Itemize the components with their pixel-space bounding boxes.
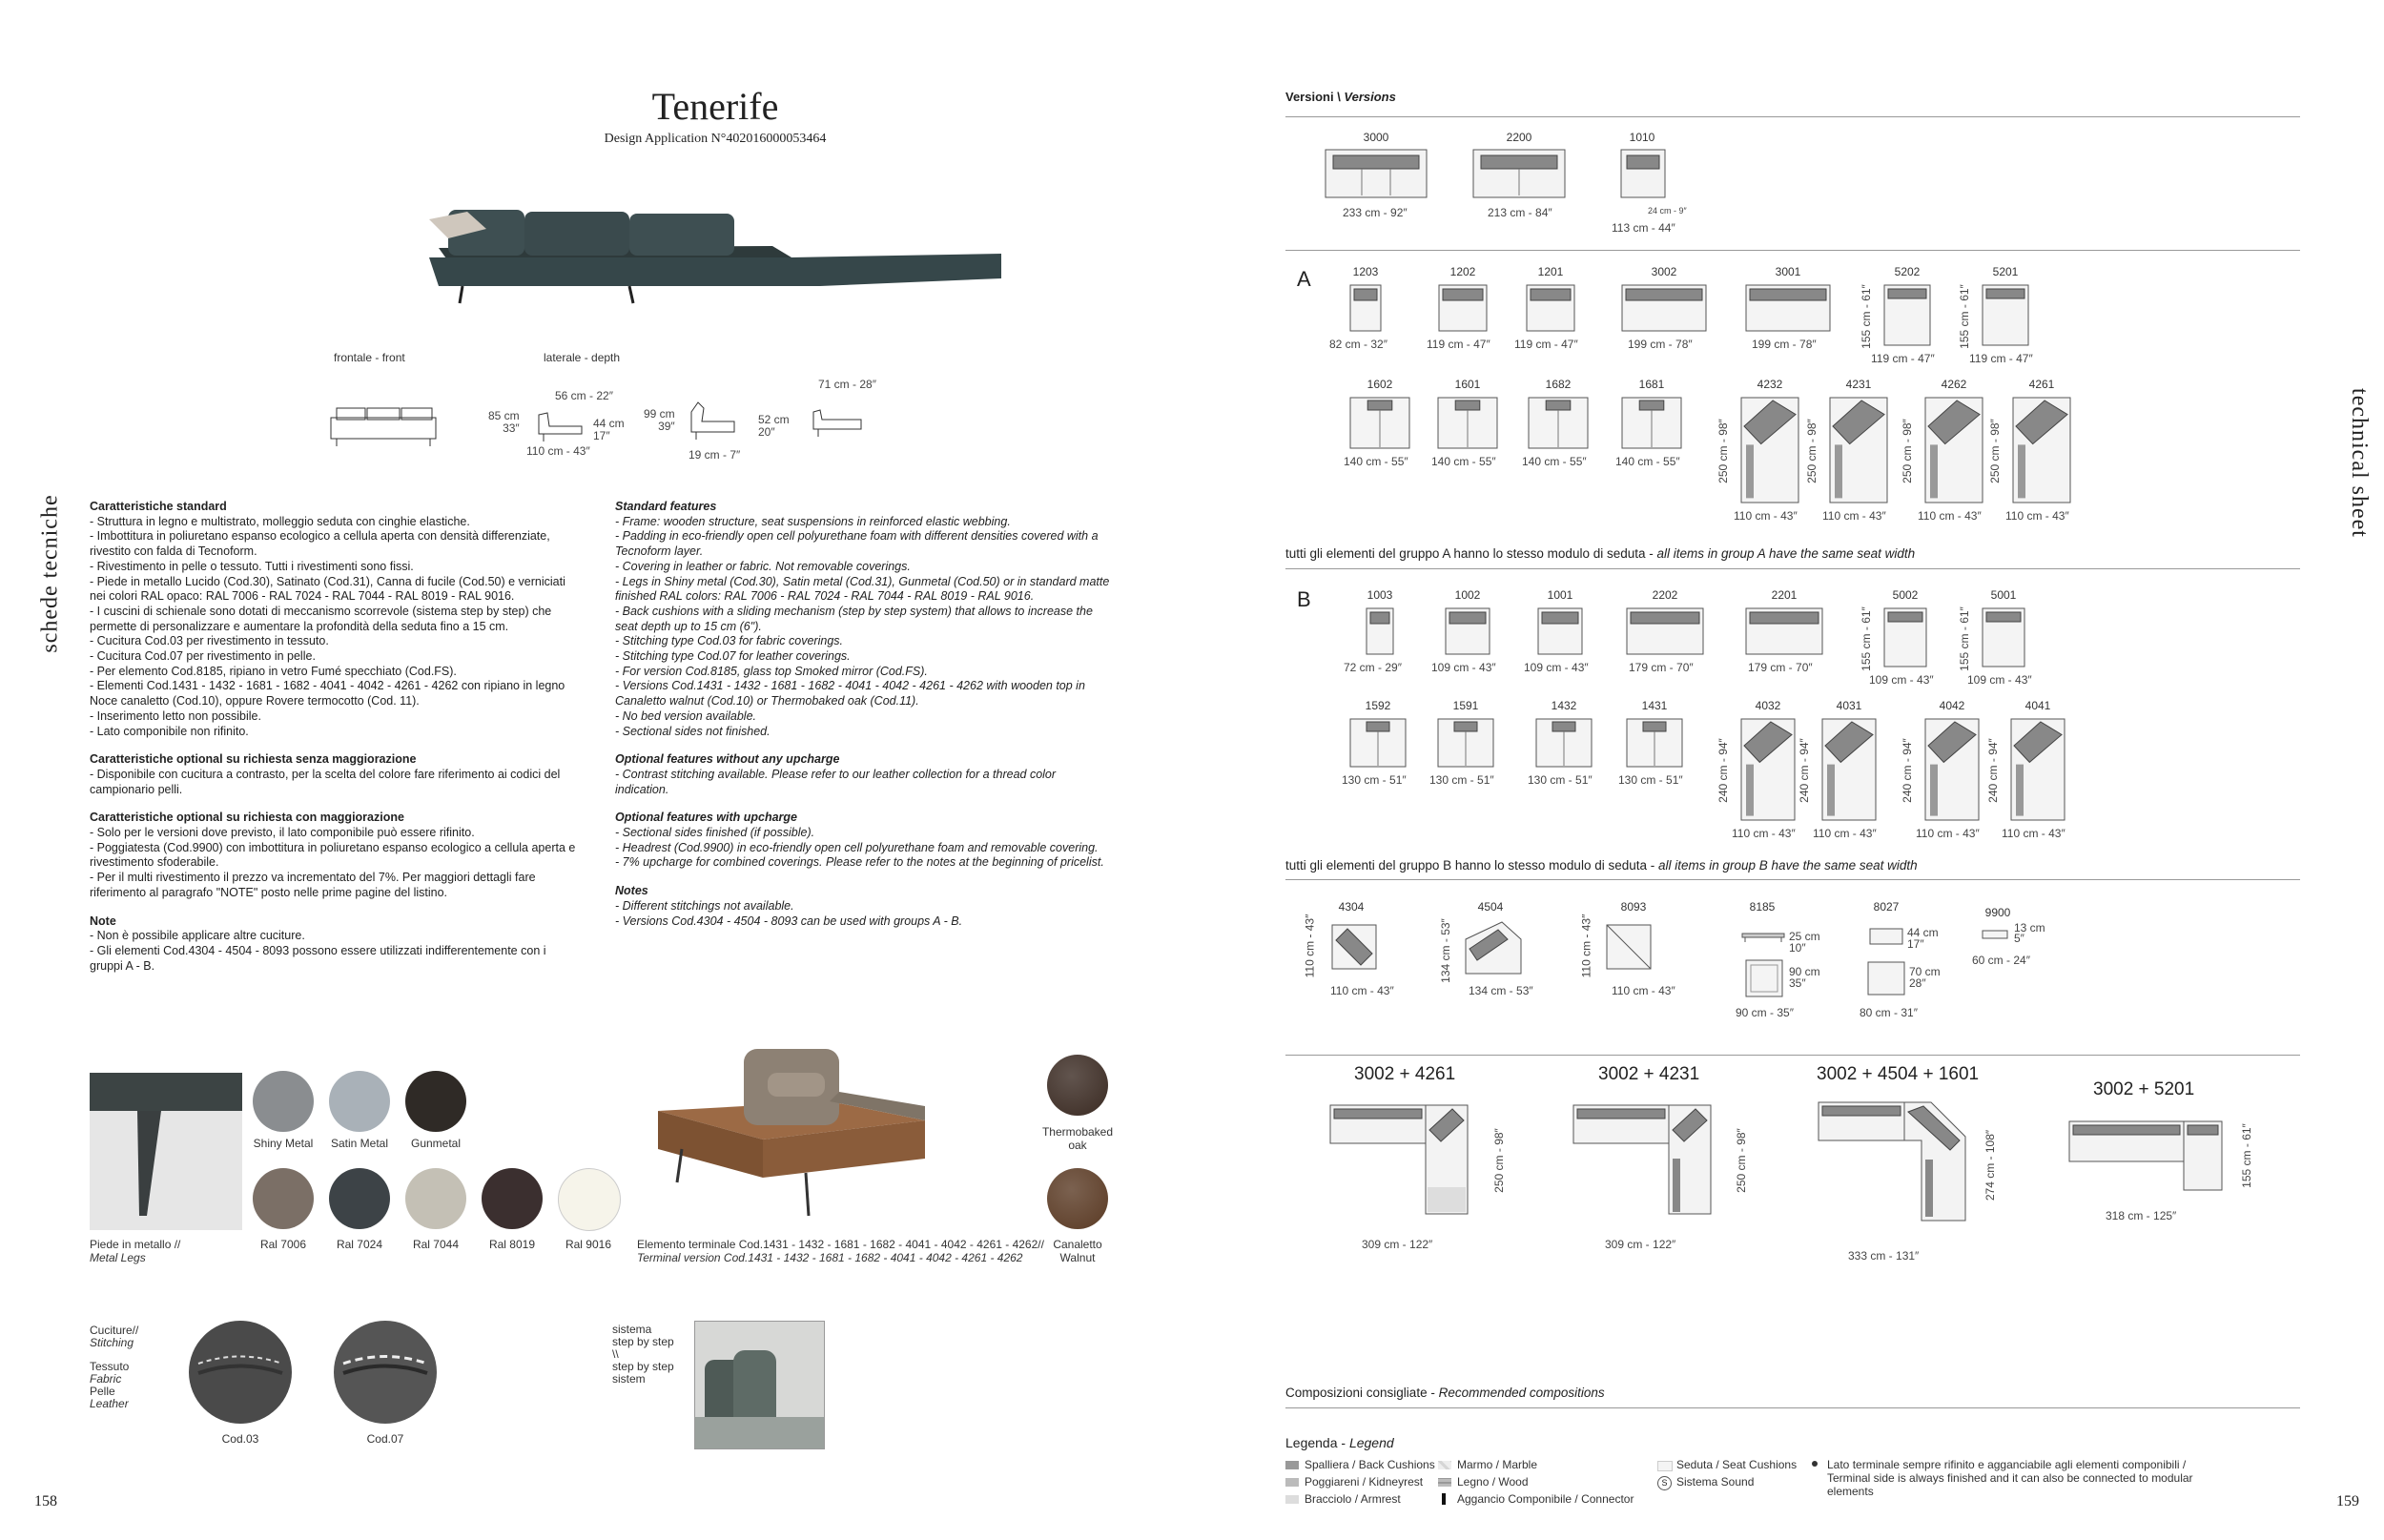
spec-line: - Stitching type Cod.03 for fabric coverings. xyxy=(615,634,844,648)
it-standard-list xyxy=(90,515,581,740)
extra-height: 25 cm 10″ xyxy=(1789,930,1820,955)
stepbystep-label: sistema step by step \\ step by step sistem xyxy=(612,1323,674,1386)
it-standard-title: Caratteristiche standard xyxy=(90,500,227,513)
composition-width: 309 cm - 122″ xyxy=(1362,1238,1433,1251)
module-vdim: 240 cm - 94″ xyxy=(1716,738,1730,803)
spec-line: - Versions Cod.4304 - 4504 - 8093 can be used with groups A - B. xyxy=(615,914,963,928)
module-dim: 109 cm - 43″ xyxy=(1524,661,1589,674)
composition-width: 333 cm - 131″ xyxy=(1848,1249,1920,1263)
module-code: 1431 xyxy=(1641,699,1668,712)
module-icon[interactable] xyxy=(1924,718,1980,821)
en-standard-title: Standard features xyxy=(615,500,717,513)
spec-line: - Lato componibile non rifinito. xyxy=(90,724,249,738)
module-code: 1201 xyxy=(1537,265,1564,278)
spec-line: - Contrast stitching available. Please refer to our leather collection for a thread color indication. xyxy=(615,767,1059,796)
module-icon[interactable] xyxy=(1924,397,1983,503)
composition-title: 3002 + 5201 xyxy=(2093,1079,2195,1099)
front-view-label: frontale - front xyxy=(334,351,405,364)
module-icon[interactable] xyxy=(1366,607,1394,655)
extra-code: 8027 xyxy=(1873,900,1900,914)
spec-line: - Cucitura Cod.03 per rivestimento in tessuto. xyxy=(90,634,329,648)
module-dim: 119 cm - 47″ xyxy=(1969,352,2033,365)
sound-icon: S xyxy=(1657,1476,1672,1490)
legend-item: Aggancio Componibile / Connector xyxy=(1457,1492,1634,1506)
module-code: 4231 xyxy=(1845,378,1872,391)
module-dim: 119 cm - 47″ xyxy=(1514,338,1578,351)
dim-seat-depth: 56 cm - 22″ xyxy=(555,389,613,402)
module-code: 4042 xyxy=(1939,699,1965,712)
module-code: 1202 xyxy=(1449,265,1476,278)
en-opt-free-title: Optional features without any upcharge xyxy=(615,752,840,767)
module-dim: 110 cm - 43″ xyxy=(2005,509,2069,523)
module-dim: 130 cm - 51″ xyxy=(1618,773,1683,787)
module-icon[interactable] xyxy=(1349,284,1382,332)
module-vdim: 250 cm - 98″ xyxy=(1900,419,1914,483)
extra-dim: 90 cm - 35″ xyxy=(1736,1006,1794,1019)
module-dim: 110 cm - 43″ xyxy=(2002,827,2065,840)
module-dim: 82 cm - 32″ xyxy=(1329,338,1387,351)
module-dim: 110 cm - 43″ xyxy=(1918,509,1982,523)
module-icon[interactable] xyxy=(1438,284,1488,332)
module-code: 1003 xyxy=(1367,588,1393,602)
dim-seat-height-2: 52 cm 20″ xyxy=(758,413,790,439)
italian-specs xyxy=(90,500,581,974)
page-number-right: 159 xyxy=(2336,1493,2359,1509)
spec-line: - Poggiatesta (Cod.9900) con imbottitura in poliuretano espanso ecologico a cellula aperta e rivestimento sfoderabile. xyxy=(90,840,579,870)
module-dim: 140 cm - 55″ xyxy=(1431,455,1496,468)
spec-line: - Solo per le versioni dove previsto, il lato componibile può essere rifinito. xyxy=(90,826,475,840)
group-b-letter: B xyxy=(1297,587,1311,611)
design-application: Design Application N°402016000053464 xyxy=(604,132,827,146)
spec-line: - Padding in eco-friendly open cell polyurethane foam with different densities covered with a Tecnoform layer. xyxy=(615,529,1102,559)
module-dim: 140 cm - 55″ xyxy=(1344,455,1408,468)
finish-swatch[interactable] xyxy=(329,1168,390,1229)
connector-swatch xyxy=(1442,1493,1446,1505)
finish-label: Ral 9016 xyxy=(565,1238,612,1251)
spec-line: - Struttura in legno e multistrato, molleggio seduta con cinghie elastiche. xyxy=(90,514,470,528)
module-dim: 110 cm - 43″ xyxy=(1813,827,1877,840)
module-dim: 199 cm - 78″ xyxy=(1628,338,1693,351)
extra-code: 4304 xyxy=(1338,900,1365,914)
legend-title: Legenda - Legend xyxy=(1285,1435,1394,1450)
legend-item: Sistema Sound xyxy=(1676,1475,1755,1489)
spec-line: - Imbottitura in poliuretano espanso ecologico a cellula aperta con densità differenziate, rivestito con falda di Tecnoform. xyxy=(90,529,554,559)
en-note-list xyxy=(615,899,1111,929)
spec-line: - Headrest (Cod.9900) in eco-friendly open cell polyurethane foam and removable covering. xyxy=(615,840,1099,854)
module-dim: 109 cm - 43″ xyxy=(1431,661,1496,674)
module-code: 1681 xyxy=(1638,378,1665,391)
front-view-drawing xyxy=(329,400,439,453)
module-code: 1203 xyxy=(1352,265,1379,278)
version-dim: 213 cm - 84″ xyxy=(1488,206,1552,219)
composition-height: 250 cm - 98″ xyxy=(1491,1128,1506,1193)
module-dim: 110 cm - 43″ xyxy=(1822,509,1886,523)
english-specs xyxy=(615,500,1111,929)
module-dim: 119 cm - 47″ xyxy=(1427,338,1490,351)
spec-line: - Sectional sides not finished. xyxy=(615,724,771,738)
finish-swatch[interactable] xyxy=(405,1071,466,1132)
spec-line: - Stitching type Cod.07 for leather coverings. xyxy=(615,649,851,664)
module-icon[interactable] xyxy=(1621,284,1707,332)
spec-line: - Rivestimento in pelle o tessuto. Tutti i rivestimenti sono fissi. xyxy=(90,559,414,573)
composition-width: 318 cm - 125″ xyxy=(2106,1209,2177,1222)
module-dim: 130 cm - 51″ xyxy=(1528,773,1593,787)
group-a-letter: A xyxy=(1297,267,1311,291)
spec-line: - 7% upcharge for combined coverings. Please refer to the notes at the beginning of pricelist. xyxy=(615,855,1104,870)
composition-title: 3002 + 4504 + 1601 xyxy=(1817,1064,1980,1084)
extra-dim: 134 cm - 53″ xyxy=(1469,984,1533,997)
module-vdim: 250 cm - 98″ xyxy=(1987,419,2002,483)
extra-dim: 110 cm - 43″ xyxy=(1330,984,1394,997)
extra-height: 13 cm 5″ xyxy=(2014,921,2045,945)
terminal-caption-it: Elemento terminale Cod.1431 - 1432 - 1681 - 1682 - 4041 - 4042 - 4261 - 4262// xyxy=(637,1238,1044,1251)
module-icon[interactable] xyxy=(1349,397,1410,449)
dim-height: 85 cm 33″ xyxy=(488,409,520,435)
module-code: 4262 xyxy=(1941,378,1967,391)
module-vdim: 155 cm - 61″ xyxy=(1957,283,1971,349)
module-icon[interactable] xyxy=(1528,397,1589,449)
extra-dim: 110 cm - 43″ xyxy=(1612,984,1675,997)
module-icon[interactable] xyxy=(1537,607,1583,655)
composition-title: 3002 + 4261 xyxy=(1354,1064,1456,1084)
module-code: 1001 xyxy=(1547,588,1573,602)
composition-height: 155 cm - 61″ xyxy=(2239,1123,2253,1188)
compositions-title: Composizioni consigliate - Recommended compositions xyxy=(1285,1386,1605,1400)
module-icon[interactable] xyxy=(1982,284,2029,346)
module-dim: 199 cm - 78″ xyxy=(1752,338,1817,351)
module-icon[interactable] xyxy=(1740,718,1796,821)
module-code: 4031 xyxy=(1836,699,1862,712)
module-dim: 130 cm - 51″ xyxy=(1429,773,1494,787)
en-opt-paid-title: Optional features with upcharge xyxy=(615,811,797,825)
spec-line: - No bed version available. xyxy=(615,708,756,723)
dim-seat-height: 44 cm 17″ xyxy=(593,417,625,442)
spec-line: - For version Cod.8185, glass top Smoked mirror (Cod.FS). xyxy=(615,664,928,678)
legend-item: Marmo / Marble xyxy=(1457,1458,1538,1471)
legend-item: Legno / Wood xyxy=(1457,1475,1529,1489)
side-label-left: schede tecniche xyxy=(37,494,63,653)
finish-swatch[interactable] xyxy=(405,1168,466,1229)
finish-swatch[interactable] xyxy=(329,1071,390,1132)
hero-sofa-image xyxy=(410,191,1020,305)
module-vdim: 240 cm - 94″ xyxy=(1985,738,2000,803)
legs-label-en: Metal Legs xyxy=(90,1251,146,1264)
spec-line: - Sectional sides finished (if possible). xyxy=(615,826,815,840)
terminal-element-photo xyxy=(648,1020,935,1225)
module-icon[interactable] xyxy=(1740,397,1799,503)
module-icon[interactable] xyxy=(2012,397,2071,503)
fabric-label-it: Tessuto xyxy=(90,1360,130,1373)
spec-line: - Non è possibile applicare altre cuciture. xyxy=(90,929,305,943)
it-opt-free-title: Caratteristiche optional su richiesta senza maggiorazione xyxy=(90,752,417,767)
it-opt-paid-list xyxy=(90,826,581,901)
module-icon[interactable] xyxy=(1829,397,1888,503)
composition-height: 250 cm - 98″ xyxy=(1734,1128,1748,1193)
module-code: 2202 xyxy=(1652,588,1678,602)
module-code: 1591 xyxy=(1452,699,1479,712)
en-opt-paid-list xyxy=(615,826,1111,871)
stitching-label-it: Cuciture// xyxy=(90,1324,139,1337)
stitch-code: Cod.03 xyxy=(221,1432,259,1446)
spec-line: - Different stitchings not available. xyxy=(615,898,794,913)
side-view-drawing-2 xyxy=(687,399,739,446)
bullet-icon xyxy=(1812,1461,1818,1467)
legend-item: Seduta / Seat Cushions xyxy=(1676,1458,1798,1471)
stitch-swatch-03[interactable] xyxy=(189,1321,292,1424)
module-icon[interactable] xyxy=(1883,284,1931,346)
finish-label: Ral 8019 xyxy=(488,1238,536,1251)
finish-label: Shiny Metal xyxy=(253,1137,314,1150)
stitching-label-en: Stitching xyxy=(90,1336,134,1349)
legend-item: Bracciolo / Armrest xyxy=(1305,1492,1401,1506)
spec-line: - Per il multi rivestimento il prezzo va incrementato del 7%. Per maggiori dettagli fare riferimento al paragrafo "NOTE" posto nelle prime pagine del listino. xyxy=(90,871,540,899)
version-code: 3000 xyxy=(1363,131,1389,144)
module-vdim: 155 cm - 61″ xyxy=(1859,606,1873,671)
spec-line: - Gli elementi Cod.4304 - 4504 - 8093 possono essere utilizzati indifferentemente con i gruppi A - B. xyxy=(90,943,549,973)
module-code: 1602 xyxy=(1367,378,1393,391)
extra-code: 9900 xyxy=(1984,906,2011,919)
group-a-note: tutti gli elementi del gruppo A hanno lo stesso modulo di seduta - all items in group A have the same seat width xyxy=(1285,546,1916,561)
module-icon[interactable] xyxy=(1626,718,1683,768)
finish-label: Ral 7024 xyxy=(336,1238,383,1251)
module-icon[interactable] xyxy=(1621,397,1682,449)
version-code: 1010 xyxy=(1629,131,1655,144)
module-vdim: 240 cm - 94″ xyxy=(1797,738,1811,803)
legend-swatch xyxy=(1285,1461,1299,1469)
finish-swatch[interactable] xyxy=(253,1071,314,1132)
it-opt-paid-title: Caratteristiche optional su richiesta con maggiorazione xyxy=(90,811,404,825)
module-dim: 179 cm - 70″ xyxy=(1629,661,1694,674)
spec-line: - Per elemento Cod.8185, ripiano in vetro Fumé specchiato (Cod.FS). xyxy=(90,664,457,678)
version-code: 2200 xyxy=(1506,131,1532,144)
module-icon[interactable] xyxy=(1349,718,1407,768)
extra-dim: 80 cm - 31″ xyxy=(1860,1006,1918,1019)
wood-swatch[interactable] xyxy=(1047,1168,1108,1229)
spec-line: - Covering in leather or fabric. Not removable coverings. xyxy=(615,559,911,573)
legend-swatch xyxy=(1285,1478,1299,1487)
module-vdim: 240 cm - 94″ xyxy=(1900,738,1914,803)
module-code: 3002 xyxy=(1651,265,1677,278)
module-dim: 72 cm - 29″ xyxy=(1344,661,1402,674)
spec-line: - Frame: wooden structure, seat suspensions in reinforced elastic webbing. xyxy=(615,514,1011,528)
module-code: 4041 xyxy=(2024,699,2051,712)
en-standard-list xyxy=(615,515,1111,740)
module-code: 2201 xyxy=(1771,588,1798,602)
version-dim: 233 cm - 92″ xyxy=(1343,206,1408,219)
module-dim: 179 cm - 70″ xyxy=(1748,661,1813,674)
module-code: 1592 xyxy=(1365,699,1391,712)
terminal-caption-en: Terminal version Cod.1431 - 1432 - 1681 - 1682 - 4041 - 4042 - 4261 - 4262 xyxy=(637,1251,1023,1264)
finish-label: Ral 7044 xyxy=(412,1238,460,1251)
module-dim: 110 cm - 43″ xyxy=(1916,827,1980,840)
en-note-title: Notes xyxy=(615,884,648,898)
finish-swatch[interactable] xyxy=(558,1168,621,1231)
module-icon[interactable] xyxy=(1526,284,1575,332)
module-icon[interactable] xyxy=(1445,607,1490,655)
module-icon[interactable] xyxy=(1535,718,1593,768)
wood-label: Canaletto Walnut xyxy=(1053,1238,1102,1264)
module-vdim: 155 cm - 61″ xyxy=(1957,606,1971,671)
extra-vdim: 110 cm - 43″ xyxy=(1303,914,1317,978)
module-vdim: 250 cm - 98″ xyxy=(1804,419,1819,483)
it-note-title: Note xyxy=(90,914,116,928)
versions-title: Versioni \ Versions xyxy=(1285,90,1396,104)
legend-swatch xyxy=(1657,1461,1673,1471)
leather-label-en: Leather xyxy=(90,1397,129,1410)
module-code: 4261 xyxy=(2028,378,2055,391)
legs-label-it: Piede in metallo // xyxy=(90,1238,181,1251)
composition-height: 274 cm - 108″ xyxy=(1983,1129,1998,1201)
legend-swatch xyxy=(1438,1478,1451,1487)
module-icon[interactable] xyxy=(1745,284,1831,332)
extra-height: 44 cm 17″ xyxy=(1907,926,1939,951)
side-view-drawing-3 xyxy=(809,400,866,443)
module-code: 5202 xyxy=(1894,265,1921,278)
extra-dim: 60 cm - 24″ xyxy=(1972,954,2030,967)
spec-line: - Cucitura Cod.07 per rivestimento in pelle. xyxy=(90,649,316,664)
module-code: 1601 xyxy=(1454,378,1481,391)
dim-step: 19 cm - 7″ xyxy=(688,448,741,462)
it-opt-free-list xyxy=(90,768,581,797)
module-code: 3001 xyxy=(1775,265,1801,278)
extra-vdim: 134 cm - 53″ xyxy=(1438,918,1452,983)
extra-vdim: 110 cm - 43″ xyxy=(1579,914,1593,978)
spec-line: - Versions Cod.1431 - 1432 - 1681 - 1682 - 4041 - 4042 - 4261 - 4262 with wooden top in Canaletto walnut (Cod.10) or Thermobaked oak (Cod.11). xyxy=(615,679,1089,708)
legend-item: Poggiareni / Kidneyrest xyxy=(1305,1475,1424,1489)
spec-line: - Piede in metallo Lucido (Cod.30), Satinato (Cod.31), Canna di fucile (Cod.50) e verniciati nei colori RAL opaco: RAL 7006 - RAL 7024 - RAL 7044 - RAL 8019 - RAL 9016. xyxy=(90,574,569,604)
module-code: 4232 xyxy=(1757,378,1783,391)
dim-arm: 71 cm - 28″ xyxy=(818,378,876,391)
leather-label-it: Pelle xyxy=(90,1385,115,1398)
spec-line: - Back cushions with a sliding mechanism (step by step system) that allows to increase the seat depth up to 15 cm (6"). xyxy=(615,604,1097,633)
extra-depth: 70 cm 28″ xyxy=(1909,965,1941,990)
module-icon[interactable] xyxy=(1745,607,1823,655)
module-icon[interactable] xyxy=(1437,718,1494,768)
spec-line: - Elementi Cod.1431 - 1432 - 1681 - 1682 - 4041 - 4042 - 4261 - 4262 con ripiano in legno Noce canaletto (Cod.10), oppure Rovere termocotto (Cod. 11). xyxy=(90,679,568,708)
module-icon[interactable] xyxy=(1982,607,2025,667)
extra-code: 4504 xyxy=(1477,900,1504,914)
module-dim: 140 cm - 55″ xyxy=(1522,455,1587,468)
module-code: 1432 xyxy=(1551,699,1577,712)
module-dim: 109 cm - 43″ xyxy=(1967,673,2032,687)
finish-label: Ral 7006 xyxy=(259,1238,307,1251)
module-vdim: 155 cm - 61″ xyxy=(1859,283,1873,349)
module-vdim: 250 cm - 98″ xyxy=(1716,419,1730,483)
module-code: 5201 xyxy=(1992,265,2019,278)
stitch-swatch-07[interactable] xyxy=(334,1321,437,1424)
finish-label: Satin Metal xyxy=(330,1137,389,1150)
page-number-left: 158 xyxy=(34,1493,57,1509)
stitch-code: Cod.07 xyxy=(366,1432,404,1446)
module-code: 4032 xyxy=(1755,699,1781,712)
module-dim: 109 cm - 43″ xyxy=(1869,673,1934,687)
legend-item: Spalliera / Back Cushions xyxy=(1305,1458,1435,1471)
extra-code: 8185 xyxy=(1749,900,1776,914)
module-dim: 140 cm - 55″ xyxy=(1615,455,1680,468)
module-code: 1002 xyxy=(1454,588,1481,602)
spec-line: - I cuscini di schienale sono dotati di meccanismo scorrevole (sistema step by step) che permette di personalizzare e aumentare la profondità della seduta fino a 15 cm. xyxy=(90,604,555,633)
side-view-drawing-1 xyxy=(534,405,586,448)
module-icon[interactable] xyxy=(2010,718,2065,821)
module-dim: 130 cm - 51″ xyxy=(1342,773,1407,787)
stepbystep-photo xyxy=(694,1321,825,1449)
version-dim: 113 cm - 44″ xyxy=(1612,221,1675,235)
legend-note: Lato terminale sempre rifinito e agganciabile agli elementi componibili / Terminal side is always finished and it can also be connected to modular elements xyxy=(1827,1458,2193,1498)
module-dim: 110 cm - 43″ xyxy=(1732,827,1796,840)
group-b-note: tutti gli elementi del gruppo B hanno lo stesso modulo di seduta - all items in group B have the same seat width xyxy=(1285,858,1918,873)
legend-swatch xyxy=(1438,1461,1451,1469)
side-label-right: technical sheet xyxy=(2346,388,2372,538)
module-icon[interactable] xyxy=(1883,607,1927,667)
finish-swatch[interactable] xyxy=(482,1168,543,1229)
fabric-label-en: Fabric xyxy=(90,1372,122,1386)
spec-line: - Legs in Shiny metal (Cod.30), Satin metal (Cod.31), Gunmetal (Cod.50) or in standard matte finished RAL colors: RAL 7006 - RAL 7024 - RAL 7044 - RAL 8019 - RAL 9016. xyxy=(615,574,1113,604)
spec-line: - Disponibile con cucitura a contrasto, per la scelta del colore fare riferimento ai codici del campionario pelli. xyxy=(90,767,564,796)
it-note-list xyxy=(90,929,581,974)
module-code: 1682 xyxy=(1545,378,1572,391)
wood-label: Thermobaked oak xyxy=(1041,1125,1114,1152)
en-opt-free-list xyxy=(615,768,1111,797)
dim-height-2: 99 cm 39″ xyxy=(644,407,675,433)
side-view-label: laterale - depth xyxy=(544,351,621,364)
module-dim: 110 cm - 43″ xyxy=(1734,509,1798,523)
legend-swatch xyxy=(1285,1495,1299,1504)
composition-width: 309 cm - 122″ xyxy=(1605,1238,1676,1251)
module-dim: 119 cm - 47″ xyxy=(1871,352,1935,365)
finish-swatch[interactable] xyxy=(253,1168,314,1229)
extra-depth: 90 cm 35″ xyxy=(1789,965,1820,990)
dim-depth: 110 cm - 43″ xyxy=(526,444,590,458)
page-title: Tenerife xyxy=(651,85,779,128)
extra-code: 8093 xyxy=(1620,900,1647,914)
version-extra-dim: 24 cm - 9″ xyxy=(1648,206,1687,216)
composition-title: 3002 + 4231 xyxy=(1598,1064,1700,1084)
module-code: 5002 xyxy=(1892,588,1919,602)
finish-label: Gunmetal xyxy=(410,1137,462,1150)
module-icon[interactable] xyxy=(1626,607,1704,655)
module-icon[interactable] xyxy=(1821,718,1877,821)
wood-swatch[interactable] xyxy=(1047,1055,1108,1116)
module-icon[interactable] xyxy=(1437,397,1498,449)
metal-leg-photo xyxy=(90,1073,242,1230)
spec-line: - Inserimento letto non possibile. xyxy=(90,708,261,723)
module-code: 5001 xyxy=(1990,588,2017,602)
